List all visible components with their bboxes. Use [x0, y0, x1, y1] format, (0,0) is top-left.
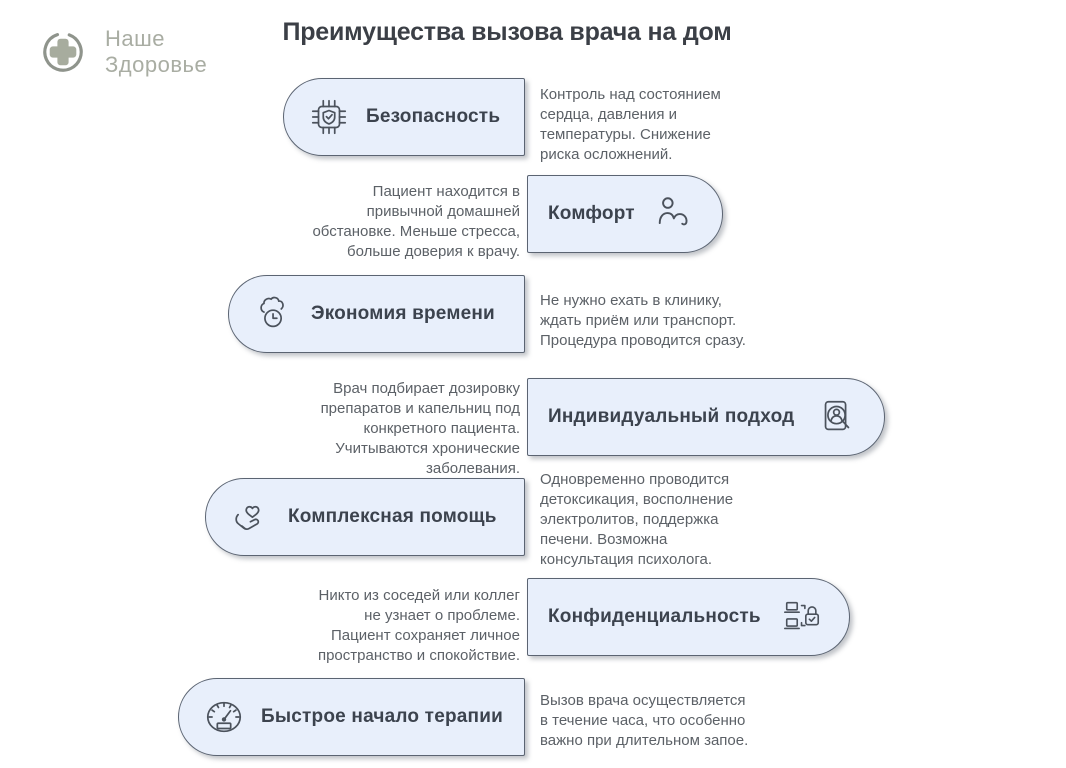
benefit-card-safety [283, 78, 525, 156]
benefit-card-comfort [527, 175, 723, 253]
benefit-card-confidentiality [527, 578, 850, 656]
clock-fire-icon [253, 293, 295, 335]
hands-holding-heart-icon [230, 496, 272, 538]
benefit-desc-fast-start: Вызов врача осуществляется в течение часа, что особенно важно при длительном запое. [540, 692, 749, 749]
speedometer-icon [203, 696, 245, 738]
security-chip-icon [308, 96, 350, 138]
benefit-desc-individual: Врач подбирает дозировку препаратов и капельниц под конкретного пациента. Учитываются хронические заболевания. [320, 380, 520, 477]
clinic-name-line2: Здоровье [105, 52, 208, 77]
patient-profile-search-icon [816, 396, 858, 438]
benefit-desc-safety: Контроль над состоянием сердца, давления и температуры. Снижение риска осложнений. [540, 86, 721, 163]
benefit-title-safety: Безопасность [366, 106, 501, 127]
page-title: Преимущества вызова врача на дом [282, 18, 732, 46]
benefit-title-time-saving: Экономия времени [311, 303, 495, 324]
benefit-card-time-saving [228, 275, 525, 353]
benefit-title-individual: Индивидуальный подход [548, 406, 795, 427]
benefit-card-fast-start [178, 678, 525, 756]
benefit-title-comfort: Комфорт [548, 203, 635, 224]
benefit-desc-comprehensive: Одновременно проводится детоксикация, восполнение электролитов, поддержка печени. Возможна консультация психолога. [540, 471, 734, 568]
devices-lock-icon [781, 596, 823, 638]
benefit-title-comprehensive: Комплексная помощь [288, 506, 497, 527]
benefit-card-individual [527, 378, 885, 456]
benefit-card-comprehensive [205, 478, 525, 556]
benefit-desc-confidentiality: Никто из соседей или коллег не узнает о проблеме. Пациент сохраняет личное пространство и спокойствие. [317, 587, 520, 664]
benefit-desc-comfort: Пациент находится в привычной домашней обстановке. Меньше стресса, больше доверия к врачу. [312, 183, 520, 260]
benefit-title-fast-start: Быстрое начало терапии [261, 706, 503, 727]
benefit-desc-time-saving: Не нужно ехать в клинику, ждать приём или транспорт. Процедура проводится сразу. [540, 292, 746, 349]
clinic-name-line1: Наше [105, 26, 166, 51]
benefit-title-confidentiality: Конфиденциальность [548, 606, 761, 627]
relaxing-person-icon [654, 193, 696, 235]
